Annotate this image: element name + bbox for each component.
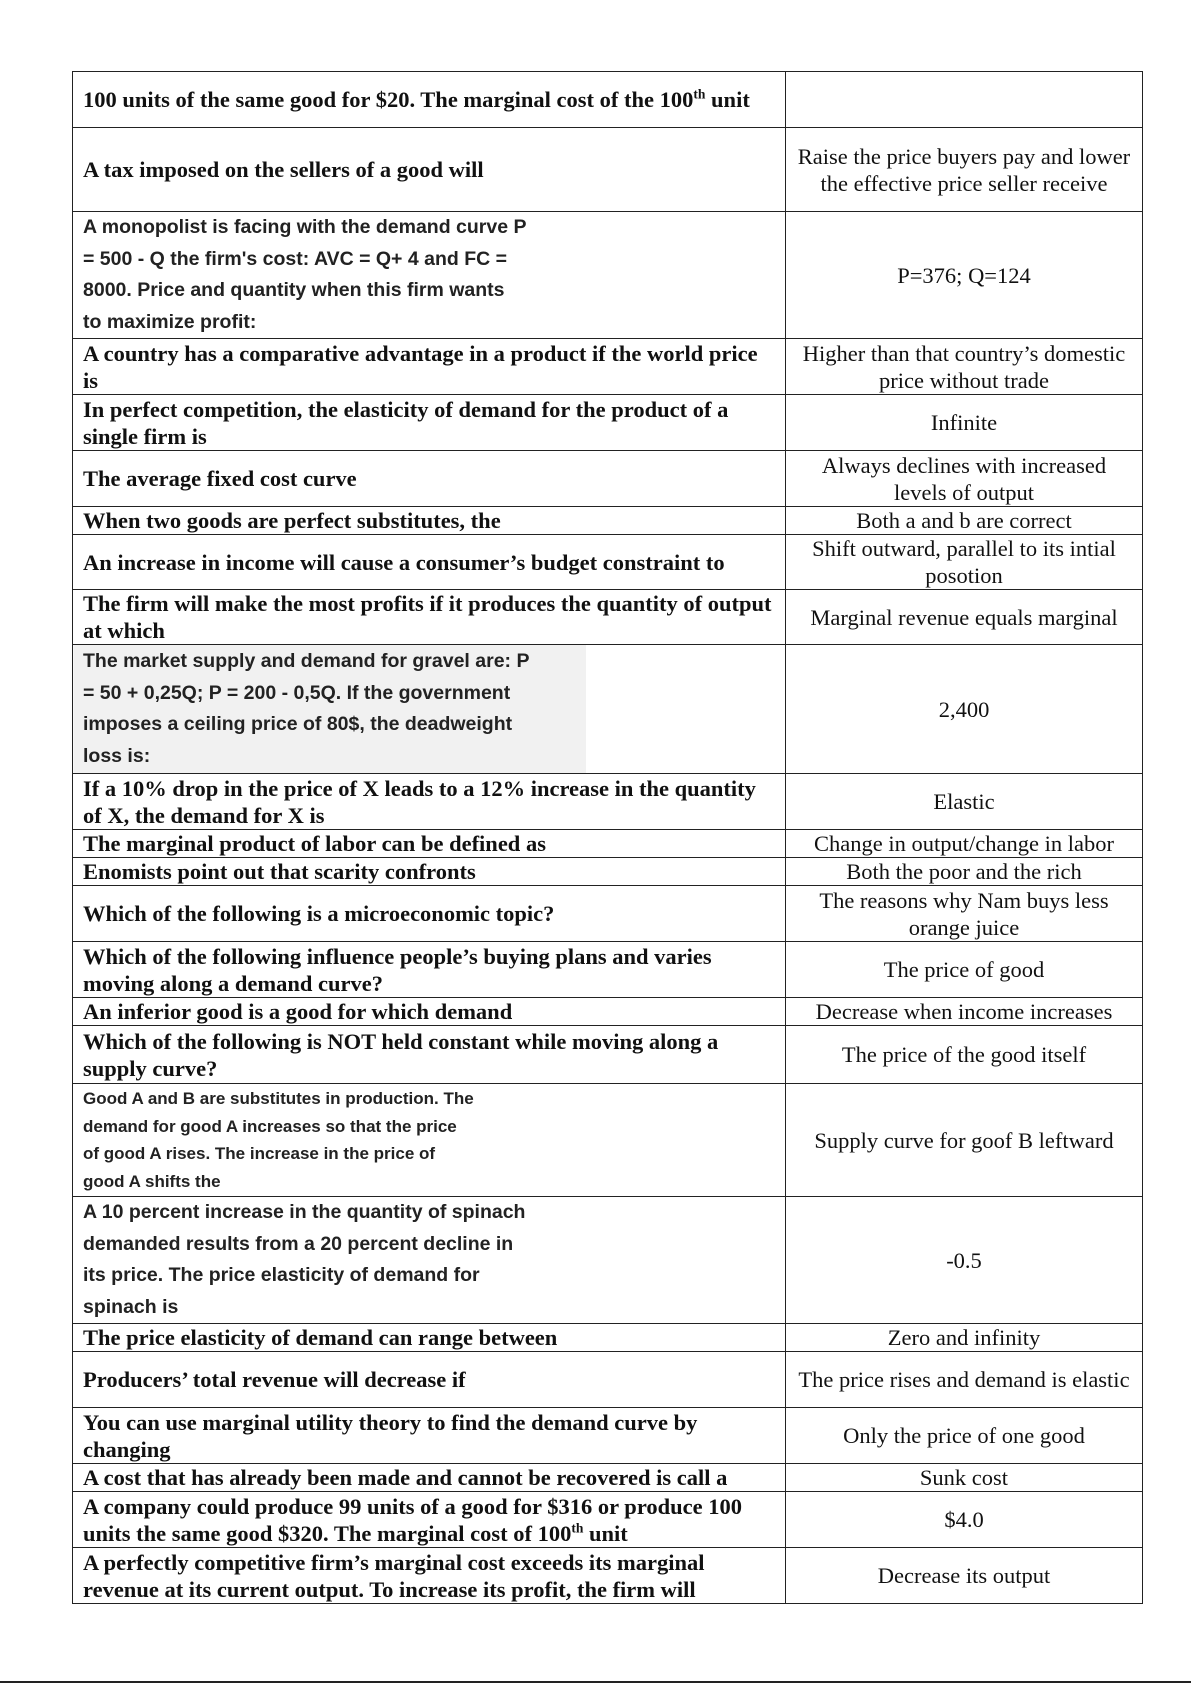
answer-cell: $4.0: [786, 1492, 1143, 1548]
question-cell: The price elasticity of demand can range between: [73, 1324, 786, 1352]
table-row: [73, 507, 1143, 535]
question-cell: An inferior good is a good for which demand: [73, 998, 786, 1026]
question-cell: A cost that has already been made and cannot be recovered is call a: [73, 1464, 786, 1492]
table-row: [73, 395, 1143, 451]
answer-cell: Infinite: [786, 395, 1143, 451]
answer-cell: Both the poor and the rich: [786, 858, 1143, 886]
answer-cell: Higher than that country’s domestic price without trade: [786, 339, 1143, 395]
table-row: [73, 1197, 1143, 1324]
answer-cell: Sunk cost: [786, 1464, 1143, 1492]
question-cell-screenshot: The market supply and demand for gravel are: P = 50 + 0,25Q; P = 200 - 0,5Q. If the government imposes a ceiling price of 80$, the deadweight loss is:: [73, 645, 786, 774]
question-cell: Which of the following is a microeconomic topic?: [73, 886, 786, 942]
table-row: [73, 942, 1143, 998]
question-cell: When two goods are perfect substitutes, the: [73, 507, 786, 535]
question-cell-screenshot: A monopolist is facing with the demand curve P = 500 - Q the firm's cost: AVC = Q+ 4 and FC = 8000. Price and quantity when this firm wants to maximize profit:: [73, 212, 786, 339]
question-cell-screenshot: A 10 percent increase in the quantity of spinach demanded results from a 20 percent decline in its price. The price elasticity of demand for spinach is: [73, 1197, 786, 1324]
question-cell: In perfect competition, the elasticity of demand for the product of a single firm is: [73, 395, 786, 451]
answer-cell: P=376; Q=124: [786, 212, 1143, 339]
table-row: [73, 1464, 1143, 1492]
table-row: [73, 212, 1143, 339]
table-row: [73, 998, 1143, 1026]
qa-table: [72, 71, 1143, 1604]
answer-cell: -0.5: [786, 1197, 1143, 1324]
answer-cell: Marginal revenue equals marginal: [786, 590, 1143, 645]
table-row: [73, 535, 1143, 590]
question-cell: Which of the following is NOT held constant while moving along a supply curve?: [73, 1026, 786, 1084]
answer-cell: The price of good: [786, 942, 1143, 998]
table-row: [73, 1408, 1143, 1464]
question-cell: The average fixed cost curve: [73, 451, 786, 507]
question-cell: You can use marginal utility theory to find the demand curve by changing: [73, 1408, 786, 1464]
answer-cell: Only the price of one good: [786, 1408, 1143, 1464]
table-row: [73, 774, 1143, 830]
table-row: [73, 1352, 1143, 1408]
answer-cell: [786, 72, 1143, 128]
answer-cell: The reasons why Nam buys less orange juice: [786, 886, 1143, 942]
question-cell: If a 10% drop in the price of X leads to a 12% increase in the quantity of X, the demand for X is: [73, 774, 786, 830]
answer-cell: Always declines with increased levels of output: [786, 451, 1143, 507]
table-row: [73, 451, 1143, 507]
table-row: [73, 128, 1143, 212]
answer-cell: The price of the good itself: [786, 1026, 1143, 1084]
table-row: [73, 339, 1143, 395]
answer-cell: Elastic: [786, 774, 1143, 830]
question-cell: 100 units of the same good for $20. The marginal cost of the 100th unit: [73, 72, 786, 128]
question-cell: The marginal product of labor can be defined as: [73, 830, 786, 858]
table-row: [73, 1026, 1143, 1084]
question-cell: The firm will make the most profits if it produces the quantity of output at which: [73, 590, 786, 645]
question-cell: Enomists point out that scarity confronts: [73, 858, 786, 886]
question-cell: A perfectly competitive firm’s marginal cost exceeds its marginal revenue at its current output. To increase its profit, the firm will: [73, 1548, 786, 1604]
table-row: [73, 830, 1143, 858]
table-row: [73, 72, 1143, 128]
answer-cell: Both a and b are correct: [786, 507, 1143, 535]
answer-cell: Zero and infinity: [786, 1324, 1143, 1352]
answer-cell: Change in output/change in labor: [786, 830, 1143, 858]
answer-cell: Supply curve for goof B leftward: [786, 1084, 1143, 1197]
question-cell: Producers’ total revenue will decrease if: [73, 1352, 786, 1408]
answer-cell: The price rises and demand is elastic: [786, 1352, 1143, 1408]
question-cell: A tax imposed on the sellers of a good will: [73, 128, 786, 212]
answer-cell: Shift outward, parallel to its intial posotion: [786, 535, 1143, 590]
question-cell: An increase in income will cause a consumer’s budget constraint to: [73, 535, 786, 590]
question-cell-screenshot: Good A and B are substitutes in production. The demand for good A increases so that the price of good A rises. The increase in the price of good A shifts the: [73, 1084, 786, 1197]
question-cell: A company could produce 99 units of a good for $316 or produce 100 units the same good $320. The marginal cost of 100th unit: [73, 1492, 786, 1548]
answer-cell: Decrease when income increases: [786, 998, 1143, 1026]
table-row: [73, 645, 1143, 774]
table-row: [73, 590, 1143, 645]
question-cell: A country has a comparative advantage in a product if the world price is: [73, 339, 786, 395]
table-row: [73, 1492, 1143, 1548]
table-row: [73, 886, 1143, 942]
answer-cell: 2,400: [786, 645, 1143, 774]
answer-cell: Decrease its output: [786, 1548, 1143, 1604]
table-row: [73, 858, 1143, 886]
table-row: [73, 1084, 1143, 1197]
answer-cell: Raise the price buyers pay and lower the effective price seller receive: [786, 128, 1143, 212]
table-row: [73, 1548, 1143, 1604]
question-cell: Which of the following influence people’s buying plans and varies moving along a demand curve?: [73, 942, 786, 998]
table-row: [73, 1324, 1143, 1352]
bottom-divider: [0, 1681, 1191, 1683]
